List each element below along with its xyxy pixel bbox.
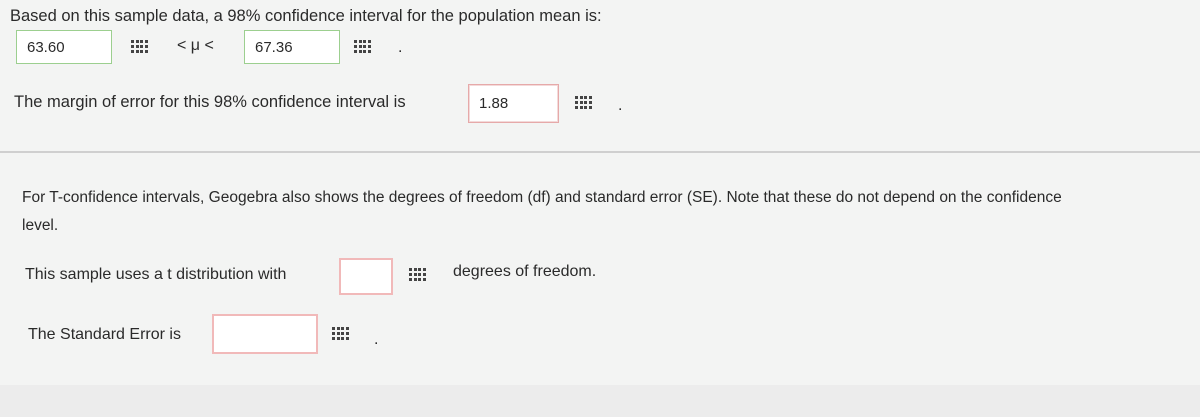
margin-label: The margin of error for this 98% confidence interval is (14, 93, 406, 111)
ci-upper-input[interactable] (244, 30, 340, 64)
se-label: The Standard Error is (28, 326, 181, 343)
tconf-note: For T-confidence intervals, Geogebra also shows the degrees of freedom (df) and standard error (SE). Note that these do not depend on the confidence (22, 189, 1062, 206)
ci-end-period: . (398, 39, 403, 56)
df-label-before: This sample uses a t distribution with (25, 266, 287, 283)
mu-inequality: < μ < (177, 37, 214, 54)
margin-end-period: . (618, 97, 623, 114)
keypad-grid-icon[interactable] (131, 40, 147, 54)
ci-lower-input[interactable] (16, 30, 112, 64)
keypad-grid-icon[interactable] (332, 327, 348, 341)
ci-upper-value: 67.36 (255, 38, 293, 56)
tconf-note-cont: level. (22, 217, 59, 234)
df-label-after: degrees of freedom. (453, 263, 597, 280)
keypad-grid-icon[interactable] (575, 96, 591, 110)
ci-lower-value: 63.60 (27, 38, 65, 56)
se-end-period: . (374, 331, 379, 348)
margin-value: 1.88 (479, 95, 509, 112)
df-input[interactable] (339, 258, 393, 295)
keypad-grid-icon[interactable] (354, 40, 370, 54)
bottom-band (0, 385, 1200, 417)
keypad-grid-icon[interactable] (409, 268, 425, 282)
margin-input[interactable] (468, 84, 559, 123)
se-input[interactable] (212, 314, 318, 354)
ci-heading: Based on this sample data, a 98% confidence interval for the population mean is: (10, 7, 602, 25)
section-divider (0, 151, 1200, 153)
